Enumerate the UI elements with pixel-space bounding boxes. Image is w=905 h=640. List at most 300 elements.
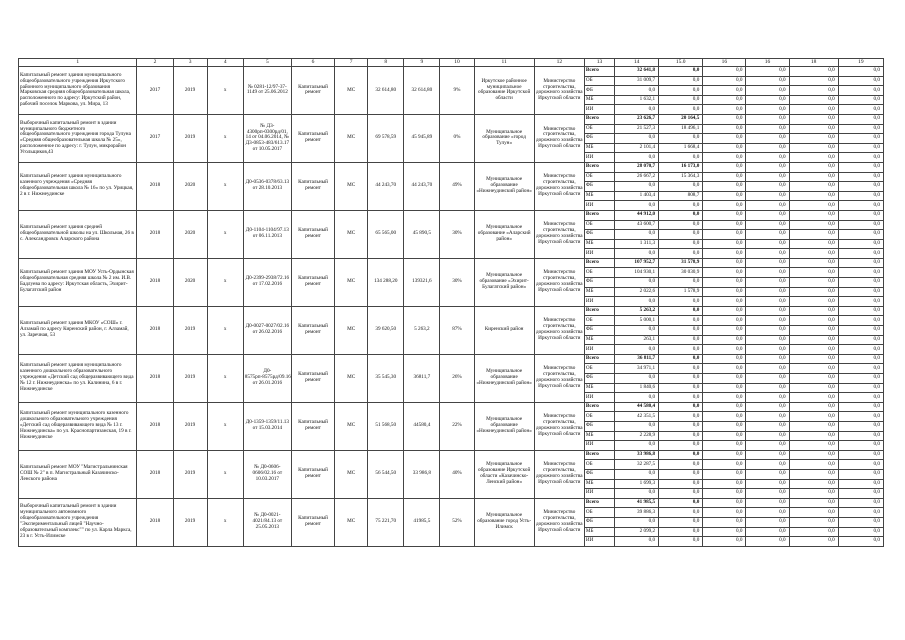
funding-value: 0,0 [703,210,746,220]
cell-c12: Министерство строительства, дорожного хозяйства Иркутской области [534,114,584,162]
funding-value: 0,0 [838,182,883,192]
cell-c7: МС [335,450,368,498]
funding-value: 0,0 [703,76,746,86]
cell-c9: 41985,5 [404,498,440,546]
funding-value: 0,0 [746,172,789,182]
column-header: 15.0 [659,59,703,67]
funding-value: 0,0 [838,210,883,220]
cell-c5: Д0-1104-1104/97.13 от 06.11.2013 [243,210,291,258]
cell-c7: МС [335,210,368,258]
cell-c7: МС [335,114,368,162]
cell-c7: МС [335,67,368,115]
funding-value: 0,0 [838,220,883,230]
funding-value: 0,0 [789,460,838,470]
funding-value: 0,0 [746,105,789,115]
funding-value: 0,0 [789,105,838,115]
cell-c11: Муниципальное образование «Нижнеудинский район» [474,402,534,450]
funding-value: 0,0 [746,374,789,384]
funding-value: 0,0 [615,421,659,431]
column-header: 16 [703,59,746,67]
cell-c2: 2018 [137,210,173,258]
funding-value: 0,0 [615,201,659,211]
funding-value: 1 668,4 [659,143,703,153]
funding-value: 39 886,3 [615,508,659,518]
funding-value: 0,0 [746,230,789,240]
funding-source: МБ [584,95,614,105]
cell-c9: 36811,7 [404,354,440,402]
column-header: 13 [584,59,614,67]
funding-value: 0,0 [838,153,883,163]
funding-source: ОБ [584,220,614,230]
cell-c2: 2018 [137,354,173,402]
funding-value: 0,0 [746,450,789,460]
cell-c12: Министерство строительства, дорожного хозяйства Иркутской области [534,306,584,354]
funding-value: 0,0 [659,67,703,77]
funding-value: 0,0 [703,134,746,144]
funding-value: 0,0 [659,220,703,230]
funding-value: 0,0 [838,335,883,345]
funding-value: 0,0 [746,460,789,470]
funding-value: 0,0 [746,383,789,393]
funding-value: 0,0 [659,537,703,547]
funding-value: 0,0 [659,249,703,259]
funding-source: ОБ [584,460,614,470]
funding-source: МБ [584,431,614,441]
cell-c12: Министерство строительства, дорожного хозяйства Иркутской области [534,498,584,546]
funding-value: 0,0 [659,76,703,86]
funding-value: 0,0 [659,479,703,489]
funding-value: 0,0 [838,239,883,249]
cell-c10: 22% [440,402,474,450]
funding-source: ОБ [584,76,614,86]
funding-value: 0,0 [789,489,838,499]
funding-value: 0,0 [703,383,746,393]
cell-c11: Иркутское районное муниципальное образование Иркутской области [474,67,534,115]
funding-value: 0,0 [789,220,838,230]
funding-value: 0,0 [703,421,746,431]
funding-value: 0,0 [746,95,789,105]
funding-value: 0,0 [746,143,789,153]
funding-value: 0,0 [838,124,883,134]
funding-value: 0,0 [789,143,838,153]
funding-value: 0,0 [789,383,838,393]
funding-value: 0,0 [659,431,703,441]
cell-c6: Капитальный ремонт [291,498,334,546]
funding-value: 0,0 [615,105,659,115]
funding-value: 0,0 [746,326,789,336]
funding-value: 0,0 [746,114,789,124]
funding-value: 0,0 [703,268,746,278]
funding-value: 0,0 [789,249,838,259]
funding-value: 0,0 [703,469,746,479]
funding-value: 0,0 [703,86,746,96]
object-description: Капитальный ремонт здания МКОУ «СОШ» г. Алзамай по адресу Киренский район, г. Алзамай, ул. Заречная, 53 [19,306,137,354]
funding-value: 0,0 [838,134,883,144]
funding-value: 0,0 [615,153,659,163]
funding-value: 0,0 [659,86,703,96]
funding-source: ИИ [584,345,614,355]
funding-source: Всего [584,402,614,412]
funding-value: 0,0 [703,191,746,201]
table-row [19,354,884,364]
funding-value: 0,0 [703,489,746,499]
funding-value: 0,0 [703,162,746,172]
cell-c11: Муниципальное образование «город Тулун» [474,114,534,162]
cell-c5: Д0-0536-0378/63.13 от 28.10.2013 [243,162,291,210]
cell-c8: 56 544,50 [368,450,404,498]
cell-c3: 2019 [173,67,207,115]
funding-value: 18 496,1 [659,124,703,134]
cell-c3: 2019 [173,498,207,546]
funding-value: 0,0 [615,134,659,144]
funding-value: 0,0 [838,498,883,508]
table-row [19,210,884,220]
funding-value: 0,0 [838,469,883,479]
funding-value: 1 632,1 [615,95,659,105]
funding-value: 0,0 [703,306,746,316]
funding-value: 0,0 [838,441,883,451]
funding-value: 0,0 [746,441,789,451]
funding-value: 0,0 [703,239,746,249]
cell-c6: Капитальный ремонт [291,450,334,498]
funding-source: МБ [584,191,614,201]
funding-source: Всего [584,258,614,268]
column-header: 18 [789,59,838,67]
funding-source: ОБ [584,268,614,278]
column-header: 3 [173,59,207,67]
funding-value: 808,7 [659,191,703,201]
funding-value: 43 600,7 [615,220,659,230]
funding-value: 0,0 [703,517,746,527]
cell-c6: Капитальный ремонт [291,67,334,115]
funding-value: 0,0 [746,412,789,422]
column-header: 19 [838,59,883,67]
funding-value: 0,0 [838,412,883,422]
funding-value: 0,0 [703,143,746,153]
funding-value: 0,0 [703,114,746,124]
funding-value: 0,0 [789,412,838,422]
funding-value: 0,0 [615,182,659,192]
cell-c9: 139321,6 [404,258,440,306]
funding-value: 0,0 [746,421,789,431]
funding-value: 1 403,4 [615,191,659,201]
object-description: Выборочный капитальный ремонт в здании муниципального бюджетного общеобразовательного учреждения города Тулуна «Средняя общеобразовательная школа № 25», расположенное по адресу: г. Тулун, микрорайон Угольщиков,43 [19,114,137,162]
funding-value: 5 263,2 [615,306,659,316]
funding-value: 0,0 [659,527,703,537]
funding-value: 1 699,3 [615,479,659,489]
funding-value: 0,0 [838,508,883,518]
cell-c8: 44 243,70 [368,162,404,210]
funding-value: 0,0 [746,258,789,268]
funding-value: 1 311,3 [615,239,659,249]
funding-value: 0,0 [703,374,746,384]
funding-value: 0,0 [789,354,838,364]
funding-value: 0,0 [746,469,789,479]
funding-source: ИИ [584,249,614,259]
object-description: Капитальный ремонт здания муниципального казенного учреждения «Средняя общеобразовательная школа № 16» по ул. Урицкая, 2 в г. Нижнеудинске [19,162,137,210]
funding-value: 0,0 [615,393,659,403]
funding-source: ИИ [584,297,614,307]
funding-value: 0,0 [789,431,838,441]
funding-value: 0,0 [746,278,789,288]
table-row [19,306,884,316]
funding-value: 0,0 [703,182,746,192]
funding-value: 44 912,0 [615,210,659,220]
funding-source: ФБ [584,278,614,288]
cell-c2: 2018 [137,498,173,546]
funding-value: 0,0 [659,306,703,316]
funding-value: 0,0 [746,153,789,163]
funding-value: 0,0 [659,364,703,374]
funding-value: 0,0 [659,335,703,345]
funding-value: 0,0 [789,153,838,163]
funding-value: 0,0 [703,450,746,460]
funding-value: 0,0 [659,182,703,192]
funding-value: 0,0 [789,402,838,412]
column-header: 8 [368,59,404,67]
funding-value: 0,0 [789,67,838,77]
cell-c9: 33 986,8 [404,450,440,498]
column-header: 16 [746,59,789,67]
funding-value: 32 641,8 [615,67,659,77]
funding-value: 0,0 [615,537,659,547]
funding-value: 0,0 [615,249,659,259]
cell-c4: х [207,258,243,306]
funding-value: 44 580,4 [615,402,659,412]
cell-c9: 44 243,70 [404,162,440,210]
column-header: 12 [534,59,584,67]
funding-value: 0,0 [746,306,789,316]
funding-source: ФБ [584,326,614,336]
funding-value: 0,0 [789,172,838,182]
funding-value: 0,0 [703,460,746,470]
funding-value: 0,0 [838,258,883,268]
funding-value: 0,0 [703,201,746,211]
funding-value: 28 070,7 [615,162,659,172]
cell-c7: МС [335,258,368,306]
funding-value: 0,0 [789,268,838,278]
funding-value: 16 173,0 [659,162,703,172]
funding-value: 0,0 [838,114,883,124]
funding-value: 0,0 [789,297,838,307]
cell-c8: 75 221,70 [368,498,404,546]
column-header: 6 [291,59,334,67]
funding-value: 0,0 [838,297,883,307]
cell-c3: 2020 [173,162,207,210]
cell-c9: 32 614,80 [404,67,440,115]
cell-c6: Капитальный ремонт [291,162,334,210]
cell-c5: № Д0-0606-0606/02.16 от 10.03.2017 [243,450,291,498]
funding-value: 0,0 [659,469,703,479]
cell-c4: х [207,67,243,115]
cell-c11: Киренский район [474,306,534,354]
column-header: 7 [335,59,368,67]
cell-c12: Министерство строительства, дорожного хозяйства Иркутской области [534,258,584,306]
funding-source: ФБ [584,134,614,144]
funding-source: ОБ [584,508,614,518]
funding-value: 0,0 [838,402,883,412]
funding-value: 0,0 [746,402,789,412]
cell-c5: № 0281-12/97-37-1149 от 25.06.2012 [243,67,291,115]
funding-value: 15 364,3 [659,172,703,182]
funding-value: 0,0 [659,134,703,144]
cell-c11: Муниципальное образование «Нижнеудинский район» [474,162,534,210]
table-row [19,258,884,268]
funding-value: 0,0 [703,172,746,182]
funding-value: 0,0 [838,306,883,316]
funding-source: МБ [584,383,614,393]
cell-c5: № Д3-4300рп-0300рд/01, 14 от 04.06.2014, № Д3-0853-483/613.17 от 10.05.2017 [243,114,291,162]
column-header: 10 [440,59,474,67]
table-row [19,114,884,124]
funding-source: ФБ [584,374,614,384]
funding-value: 0,0 [659,441,703,451]
cell-c10: 0% [440,114,474,162]
funding-source: МБ [584,143,614,153]
funding-value: 0,0 [838,86,883,96]
funding-value: 0,0 [838,374,883,384]
cell-c7: МС [335,402,368,450]
funding-value: 0,0 [703,287,746,297]
funding-value: 0,0 [659,383,703,393]
funding-value: 0,0 [789,201,838,211]
cell-c9: 5 263,2 [404,306,440,354]
funding-value: 0,0 [746,220,789,230]
funding-value: 0,0 [703,124,746,134]
funding-value: 0,0 [746,354,789,364]
cell-c11: Муниципальное образование «Эхирит-Булагатский район» [474,258,534,306]
funding-value: 0,0 [703,95,746,105]
table-row [19,162,884,172]
cell-c6: Капитальный ремонт [291,306,334,354]
funding-value: 0,0 [746,86,789,96]
funding-source: Всего [584,306,614,316]
column-header: 1 [19,59,137,67]
funding-value: 0,0 [746,67,789,77]
funding-source: МБ [584,335,614,345]
funding-value: 0,0 [789,306,838,316]
funding-source: ОБ [584,316,614,326]
funding-value: 0,0 [659,210,703,220]
funding-source: Всего [584,450,614,460]
funding-value: 0,0 [746,249,789,259]
funding-value: 0,0 [659,345,703,355]
funding-value: 263,1 [615,335,659,345]
cell-c2: 2018 [137,450,173,498]
funding-source: ФБ [584,469,614,479]
cell-c8: 69 578,59 [368,114,404,162]
cell-c6: Капитальный ремонт [291,258,334,306]
funding-value: 0,0 [838,268,883,278]
funding-value: 0,0 [703,508,746,518]
funding-value: 0,0 [615,441,659,451]
cell-c3: 2019 [173,114,207,162]
funding-value: 0,0 [659,374,703,384]
funding-value: 0,0 [838,172,883,182]
table-row [19,402,884,412]
funding-source: ИИ [584,105,614,115]
funding-value: 104 930,1 [615,268,659,278]
funding-value: 107 952,7 [615,258,659,268]
funding-value: 42 351,5 [615,412,659,422]
funding-value: 0,0 [789,134,838,144]
funding-value: 0,0 [703,393,746,403]
cell-c2: 2017 [137,67,173,115]
cell-c8: 32 614,80 [368,67,404,115]
cell-c8: 39 620,50 [368,306,404,354]
funding-value: 0,0 [703,153,746,163]
funding-value: 0,0 [789,76,838,86]
funding-value: 0,0 [659,326,703,336]
funding-value: 0,0 [615,297,659,307]
funding-value: 0,0 [746,335,789,345]
cell-c6: Капитальный ремонт [291,402,334,450]
cell-c3: 2020 [173,258,207,306]
funding-value: 0,0 [703,402,746,412]
table-row [19,67,884,77]
funding-value: 0,0 [703,364,746,374]
funding-source: ФБ [584,86,614,96]
funding-value: 0,0 [659,278,703,288]
cell-c11: Муниципальное образование «Нижнеудинский район» [474,354,534,402]
cell-c10: 30% [440,210,474,258]
funding-value: 0,0 [746,268,789,278]
cell-c2: 2018 [137,258,173,306]
cell-c6: Капитальный ремонт [291,354,334,402]
funding-value: 0,0 [838,316,883,326]
funding-value: 0,0 [838,421,883,431]
funding-value: 0,0 [838,354,883,364]
funding-value: 0,0 [615,86,659,96]
funding-value: 0,0 [703,316,746,326]
funding-value: 0,0 [746,210,789,220]
funding-source: ИИ [584,393,614,403]
funding-value: 0,0 [789,278,838,288]
funding-value: 0,0 [659,421,703,431]
cell-c8: 134 288,20 [368,258,404,306]
cell-c3: 2019 [173,306,207,354]
cell-c5: Д0-2399-2938/72.16 от 17.02.2016 [243,258,291,306]
funding-value: 0,0 [703,326,746,336]
cell-c2: 2018 [137,306,173,354]
funding-value: 0,0 [838,287,883,297]
funding-value: 0,0 [789,182,838,192]
funding-value: 0,0 [838,460,883,470]
funding-source: ФБ [584,182,614,192]
cell-c11: Муниципальное образование Иркутской области «Казачинско-Ленский район» [474,450,534,498]
funding-value: 0,0 [703,105,746,115]
cell-c5: Д0-8575рп-8575рд/09.16 от 26.01.2016 [243,354,291,402]
funding-value: 0,0 [703,431,746,441]
funding-value: 0,0 [659,297,703,307]
capital-repair-table [18,58,884,547]
funding-value: 0,0 [615,326,659,336]
cell-c4: х [207,354,243,402]
funding-value: 0,0 [615,374,659,384]
funding-value: 0,0 [789,335,838,345]
funding-source: ФБ [584,421,614,431]
cell-c2: 2018 [137,402,173,450]
cell-c12: Министерство строительства, дорожного хозяйства Иркутской области [534,402,584,450]
funding-value: 0,0 [746,162,789,172]
cell-c7: МС [335,306,368,354]
funding-source: ОБ [584,412,614,422]
funding-value: 0,0 [838,489,883,499]
cell-c8: 35 545,30 [368,354,404,402]
funding-value: 32 287,5 [615,460,659,470]
funding-value: 0,0 [789,95,838,105]
cell-c9: 44580,4 [404,402,440,450]
